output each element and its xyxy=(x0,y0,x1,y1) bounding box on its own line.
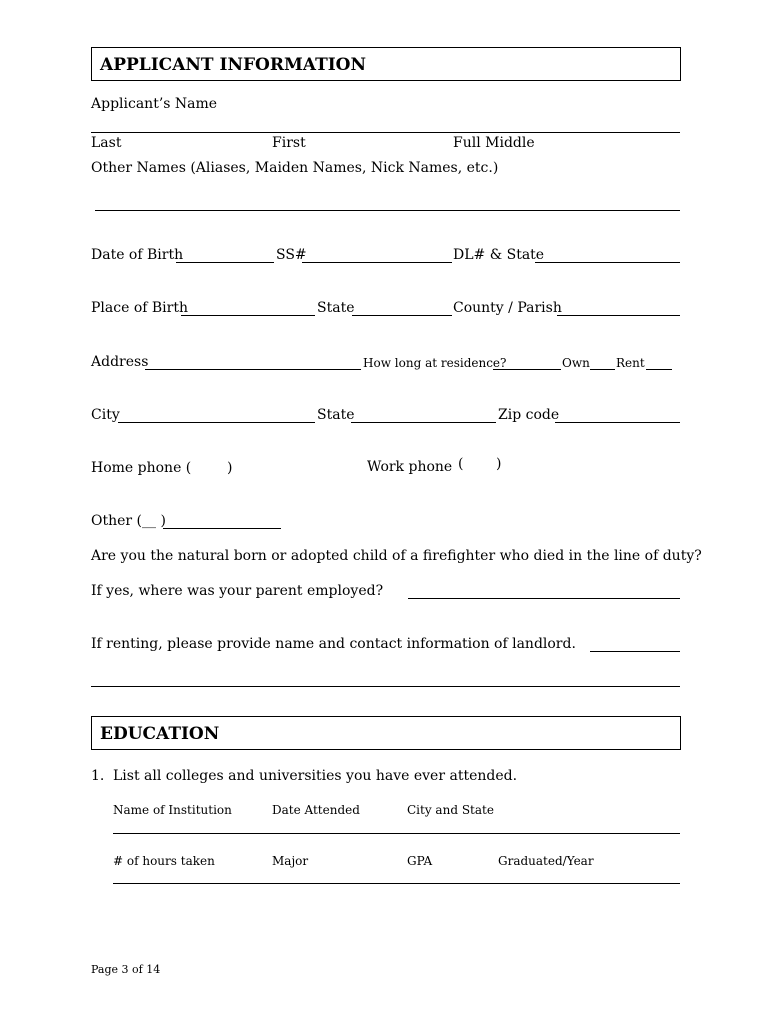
last-name-label: Last xyxy=(91,135,122,151)
city-field[interactable] xyxy=(118,422,315,423)
rent-label: Rent xyxy=(616,356,645,370)
work-phone-close-paren: ) xyxy=(496,456,502,472)
ss-label: SS# xyxy=(276,247,307,263)
state-field[interactable] xyxy=(351,422,496,423)
ss-field[interactable] xyxy=(302,262,452,263)
date-attended-label: Date Attended xyxy=(272,803,360,817)
landlord-line-2[interactable] xyxy=(91,686,680,687)
zip-field[interactable] xyxy=(555,422,680,423)
home-phone-close-paren: ) xyxy=(227,460,233,476)
residence-field[interactable] xyxy=(493,369,561,370)
county-label: County / Parish xyxy=(453,300,562,316)
middle-name-label: Full Middle xyxy=(453,135,535,151)
institution-label: Name of Institution xyxy=(113,803,232,817)
home-phone-label: Home phone ( xyxy=(91,460,192,476)
first-name-label: First xyxy=(272,135,306,151)
firefighter-question: Are you the natural born or adopted child of a firefighter who died in the line of duty? xyxy=(91,548,702,564)
applicant-name-line[interactable] xyxy=(91,132,680,133)
pob-state-field[interactable] xyxy=(352,315,452,316)
pob-label: Place of Birth xyxy=(91,300,188,316)
section-title: EDUCATION xyxy=(100,724,220,744)
work-phone-label: Work phone xyxy=(367,459,453,475)
dl-field[interactable] xyxy=(535,262,680,263)
page-number: Page 3 of 14 xyxy=(91,963,161,976)
address-field[interactable] xyxy=(145,369,361,370)
other-phone-label: Other (__ ) xyxy=(91,513,166,529)
county-field[interactable] xyxy=(557,315,680,316)
landlord-label: If renting, please provide name and contact information of landlord. xyxy=(91,636,576,652)
state-label: State xyxy=(317,407,355,423)
zip-label: Zip code xyxy=(498,407,560,423)
hours-taken-label: # of hours taken xyxy=(113,854,215,868)
residence-label: How long at residence? xyxy=(363,356,507,370)
education-row1-line[interactable] xyxy=(113,833,680,834)
education-item-text: List all colleges and universities you have ever attended. xyxy=(113,768,518,784)
applicant-information-header xyxy=(91,47,681,81)
landlord-field[interactable] xyxy=(590,651,680,652)
pob-state-label: State xyxy=(317,300,355,316)
parent-employed-field[interactable] xyxy=(408,598,680,599)
address-label: Address xyxy=(91,354,149,370)
work-phone-open-paren: ( xyxy=(458,456,464,472)
gpa-label: GPA xyxy=(407,854,433,868)
parent-employed-label: If yes, where was your parent employed? xyxy=(91,583,384,599)
other-names-label: Other Names (Aliases, Maiden Names, Nick Names, etc.) xyxy=(91,160,499,176)
education-item-number: 1. xyxy=(91,768,105,784)
applicant-name-label: Applicant’s Name xyxy=(91,96,218,112)
dob-label: Date of Birth xyxy=(91,247,184,263)
pob-field[interactable] xyxy=(181,315,315,316)
graduated-year-label: Graduated/Year xyxy=(498,854,594,868)
city-state-label: City and State xyxy=(407,803,494,817)
section-title: APPLICANT INFORMATION xyxy=(100,55,367,75)
city-label: City xyxy=(91,407,120,423)
own-field[interactable] xyxy=(590,369,615,370)
education-header xyxy=(91,716,681,750)
own-label: Own xyxy=(562,356,590,370)
other-phone-field[interactable] xyxy=(163,528,281,529)
dob-field[interactable] xyxy=(176,262,274,263)
rent-field[interactable] xyxy=(646,369,672,370)
dl-label: DL# & State xyxy=(453,247,545,263)
major-label: Major xyxy=(272,854,309,868)
education-row2-line[interactable] xyxy=(113,883,680,884)
other-names-line[interactable] xyxy=(95,210,680,211)
